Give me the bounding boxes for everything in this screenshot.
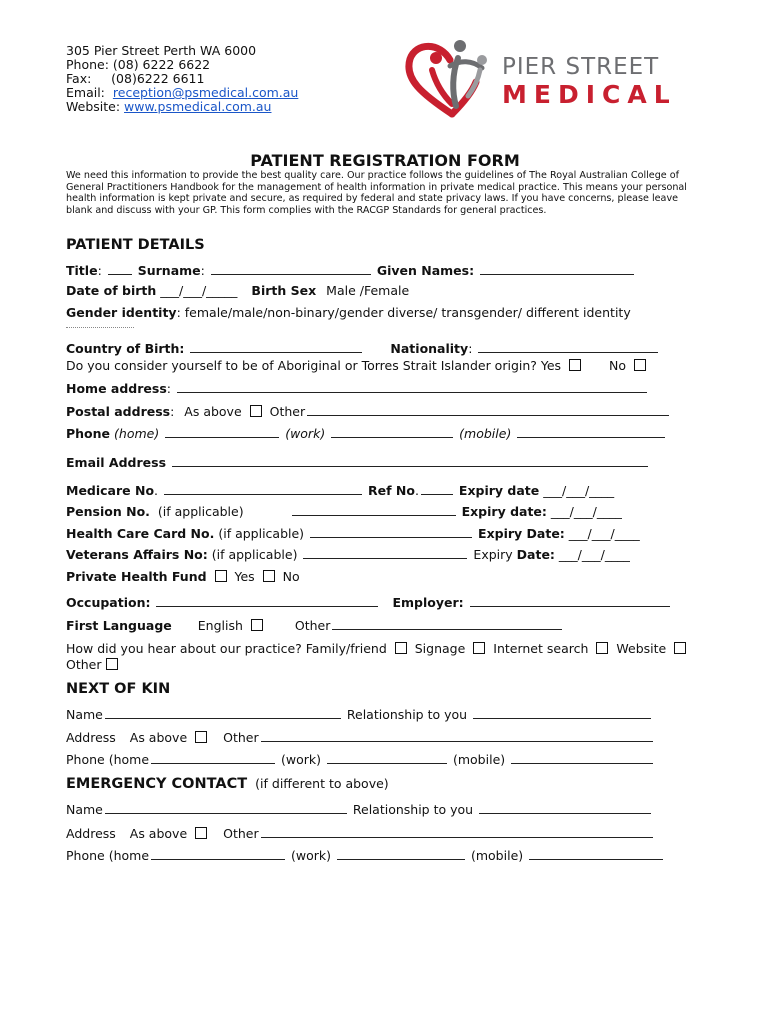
surname-label: Surname: [137, 263, 201, 278]
occupation-label: Occupation:: [66, 595, 151, 610]
practice-logo: [402, 34, 702, 124]
phone-work-field[interactable]: [331, 425, 453, 438]
atsi-question: Do you consider yourself to be of Aboriginal or Torres Strait Islander origin? Yes: [66, 358, 562, 373]
hear-row: [66, 641, 690, 656]
email-address-field[interactable]: [172, 454, 648, 467]
email-label: Email:: [66, 85, 105, 100]
pension-expiry-field[interactable]: ___/___/____: [550, 504, 622, 519]
english-checkbox[interactable]: [251, 619, 263, 631]
form-intro: We need this information to provide the best quality care. Our practice follows the guidelines of The Royal Australian College of General Practitioners Handbook for the management of health information in private medical practice. This means your personal health information is kept private and secure, as required by federal and state privacy laws. If you have concerns, please leave blank and discuss with your GP. This form complies with the RACGP Standards for general practices.: [66, 170, 687, 216]
practice-fax: Fax: (08)6222 6611: [66, 71, 205, 86]
postal-address-label: Postal address: [66, 404, 171, 419]
ref-no-label: Ref No: [367, 483, 415, 498]
internet-search-checkbox[interactable]: [596, 642, 608, 654]
language-row: [66, 617, 564, 633]
phone-mobile-field[interactable]: [517, 425, 665, 438]
postal-other-label: Other: [269, 404, 306, 419]
hcc-field[interactable]: [310, 525, 472, 538]
occupation-field[interactable]: [156, 594, 378, 607]
postal-other-field[interactable]: [307, 403, 669, 416]
nok-phone-home-field[interactable]: [151, 751, 275, 764]
home-address-field[interactable]: [177, 380, 647, 393]
website-label: Website:: [66, 99, 121, 114]
title-label: Title: [66, 263, 98, 278]
ec-name-row: [66, 801, 653, 817]
practice-website-row: [66, 100, 271, 114]
hcc-expiry-label: Expiry Date:: [478, 526, 565, 541]
dob-label: Date of birth: [66, 283, 157, 298]
occupation-row: [66, 594, 672, 610]
ec-other-label: Other: [223, 826, 259, 841]
language-other-field[interactable]: [332, 617, 562, 630]
hear-other-label: Other: [66, 657, 102, 672]
phone-home-field[interactable]: [165, 425, 279, 438]
medicare-label: Medicare No: [66, 483, 155, 498]
hcc-label: Health Care Card No.: [66, 526, 215, 541]
nok-name-row: [66, 706, 653, 722]
country-row: Country of Birth: Nationality:: [66, 340, 660, 356]
ec-phone-row: [66, 847, 665, 863]
phf-row: [66, 569, 300, 584]
email-link[interactable]: reception@psmedical.com.au: [112, 85, 299, 100]
veterans-expiry-label: Expiry: [473, 547, 513, 562]
medicare-expiry-label: Expiry date: [458, 483, 540, 498]
phf-no-label: No: [282, 569, 300, 584]
nationality-field[interactable]: [478, 340, 658, 353]
phone-work-label: (work): [285, 426, 326, 441]
nok-phone-work-label: (work): [281, 752, 322, 767]
hcc-row: [66, 525, 640, 541]
nok-other-label: Other: [223, 730, 259, 745]
atsi-no-label: No: [609, 358, 627, 373]
pension-row: [66, 503, 622, 519]
website-link[interactable]: www.psmedical.com.au: [124, 99, 272, 114]
dob-row: [66, 283, 409, 298]
hcc-expiry-field[interactable]: ___/___/____: [568, 526, 640, 541]
heart-people-icon: [402, 34, 512, 124]
country-label: Country of Birth:: [66, 341, 185, 356]
patient-details-heading: PATIENT DETAILS: [66, 237, 205, 253]
gender-options[interactable]: : female/male/non-binary/gender diverse/ transgender/ different identity: [176, 305, 631, 320]
ec-name-field[interactable]: [105, 801, 347, 814]
logo-line1: PIER STREET: [502, 54, 660, 80]
phf-yes-label: Yes: [234, 569, 255, 584]
nok-relationship-field[interactable]: [473, 706, 651, 719]
nok-phone-home-label: Phone (home: [66, 752, 150, 767]
ec-phone-work-label: (work): [291, 848, 332, 863]
ec-phone-mobile-label: (mobile): [470, 848, 524, 863]
ec-name-label: Name: [66, 802, 103, 817]
employer-label: Employer:: [392, 595, 464, 610]
ec-address-row: [66, 825, 655, 841]
postal-address-row: Postal address: As above Other: [66, 403, 671, 419]
postal-as-above-label: As above: [184, 404, 242, 419]
atsi-row: [66, 358, 650, 373]
medicare-expiry-field[interactable]: ___/___/____: [543, 483, 615, 498]
nok-as-above-checkbox[interactable]: [195, 731, 207, 743]
nok-phone-work-field[interactable]: [327, 751, 447, 764]
atsi-no-checkbox[interactable]: [634, 359, 646, 371]
ec-phone-home-label: Phone (home: [66, 848, 150, 863]
email-address-label: Email Address: [66, 455, 167, 470]
ec-other-field[interactable]: [261, 825, 653, 838]
pension-label: Pension No.: [66, 504, 150, 519]
nok-name-field[interactable]: [105, 706, 341, 719]
signage-label: Signage: [414, 641, 466, 656]
ec-relationship-label: Relationship to you: [352, 802, 474, 817]
pension-field[interactable]: [292, 503, 456, 516]
logo-line2: MEDICAL: [502, 80, 677, 109]
gender-other-line[interactable]: [66, 326, 134, 328]
home-address-row: Home address:: [66, 380, 649, 396]
veterans-label: Veterans Affairs No:: [66, 547, 208, 562]
language-label: First Language: [66, 618, 172, 633]
ec-as-above-checkbox[interactable]: [195, 827, 207, 839]
phf-yes-checkbox[interactable]: [215, 570, 227, 582]
title-field[interactable]: [108, 262, 132, 275]
medicare-row: Medicare No. Ref No. Expiry date ___/___/____: [66, 483, 615, 498]
phone-mobile-label: (mobile): [459, 426, 512, 441]
practice-address: 305 Pier Street Perth WA 6000: [66, 43, 257, 58]
language-other-label: Other: [294, 618, 331, 633]
medicare-field[interactable]: [164, 482, 362, 495]
nok-other-field[interactable]: [261, 729, 653, 742]
home-address-label: Home address: [66, 381, 167, 396]
nok-phone-mobile-label: (mobile): [452, 752, 506, 767]
nok-address-label: Address: [66, 730, 116, 745]
hear-other-row: [66, 657, 122, 672]
emergency-contact-heading: EMERGENCY CONTACT: [66, 776, 248, 792]
veterans-expiry-field[interactable]: ___/___/____: [558, 547, 630, 562]
form-title: PATIENT REGISTRATION FORM: [250, 151, 520, 170]
veterans-date-label: Date:: [516, 547, 555, 562]
dob-field[interactable]: ___/___/_____: [160, 283, 238, 298]
ec-phone-home-field[interactable]: [151, 847, 285, 860]
country-field[interactable]: [190, 340, 362, 353]
pension-if-applicable: (if applicable): [157, 504, 244, 519]
veterans-field[interactable]: [303, 546, 467, 559]
website-source-label: Website: [616, 641, 667, 656]
ref-no-field[interactable]: [421, 482, 453, 495]
ec-address-label: Address: [66, 826, 116, 841]
nok-address-row: [66, 729, 655, 745]
nok-phone-mobile-field[interactable]: [511, 751, 653, 764]
ec-phone-mobile-field[interactable]: [529, 847, 663, 860]
phf-label: Private Health Fund: [66, 569, 207, 584]
phone-row: [66, 425, 667, 441]
surname-field[interactable]: [211, 262, 371, 275]
family-friend-checkbox[interactable]: [395, 642, 407, 654]
english-label: English: [197, 618, 243, 633]
employer-field[interactable]: [470, 594, 670, 607]
hear-question: How did you hear about our practice? Family/friend: [66, 641, 387, 656]
ec-as-above-label: As above: [129, 826, 188, 841]
nok-name-label: Name: [66, 707, 103, 722]
hcc-if-applicable: (if applicable): [218, 526, 305, 541]
title-row: Title: Surname: Given Names:: [66, 262, 636, 278]
emergency-subheading: (if different to above): [255, 776, 389, 791]
next-of-kin-heading: NEXT OF KIN: [66, 681, 171, 697]
gender-row: [66, 305, 631, 320]
veterans-row: [66, 546, 630, 562]
nok-phone-row: [66, 751, 655, 767]
nationality-label: Nationality: [390, 341, 469, 356]
nok-relationship-label: Relationship to you: [346, 707, 468, 722]
hear-other-checkbox[interactable]: [106, 658, 118, 670]
email-row: [66, 454, 650, 470]
emergency-heading-row: [66, 776, 389, 792]
atsi-yes-checkbox[interactable]: [569, 359, 581, 371]
practice-email-row: [66, 86, 298, 100]
ec-phone-work-field[interactable]: [337, 847, 465, 860]
pension-expiry-label: Expiry date:: [461, 504, 547, 519]
phf-no-checkbox[interactable]: [263, 570, 275, 582]
phone-label: Phone: [66, 426, 111, 441]
practice-phone: Phone: (08) 6222 6622: [66, 57, 211, 72]
website-checkbox[interactable]: [674, 642, 686, 654]
gender-label: Gender identity: [66, 305, 177, 320]
phone-home-label: (home): [114, 426, 160, 441]
internet-search-label: Internet search: [493, 641, 589, 656]
given-names-label: Given Names:: [376, 263, 475, 278]
nok-as-above-label: As above: [129, 730, 188, 745]
ec-relationship-field[interactable]: [479, 801, 651, 814]
postal-as-above-checkbox[interactable]: [250, 405, 262, 417]
veterans-if-applicable: (if applicable): [211, 547, 298, 562]
given-names-field[interactable]: [480, 262, 634, 275]
birth-sex-options[interactable]: Male /Female: [326, 283, 410, 298]
signage-checkbox[interactable]: [473, 642, 485, 654]
birth-sex-label: Birth Sex: [251, 283, 317, 298]
